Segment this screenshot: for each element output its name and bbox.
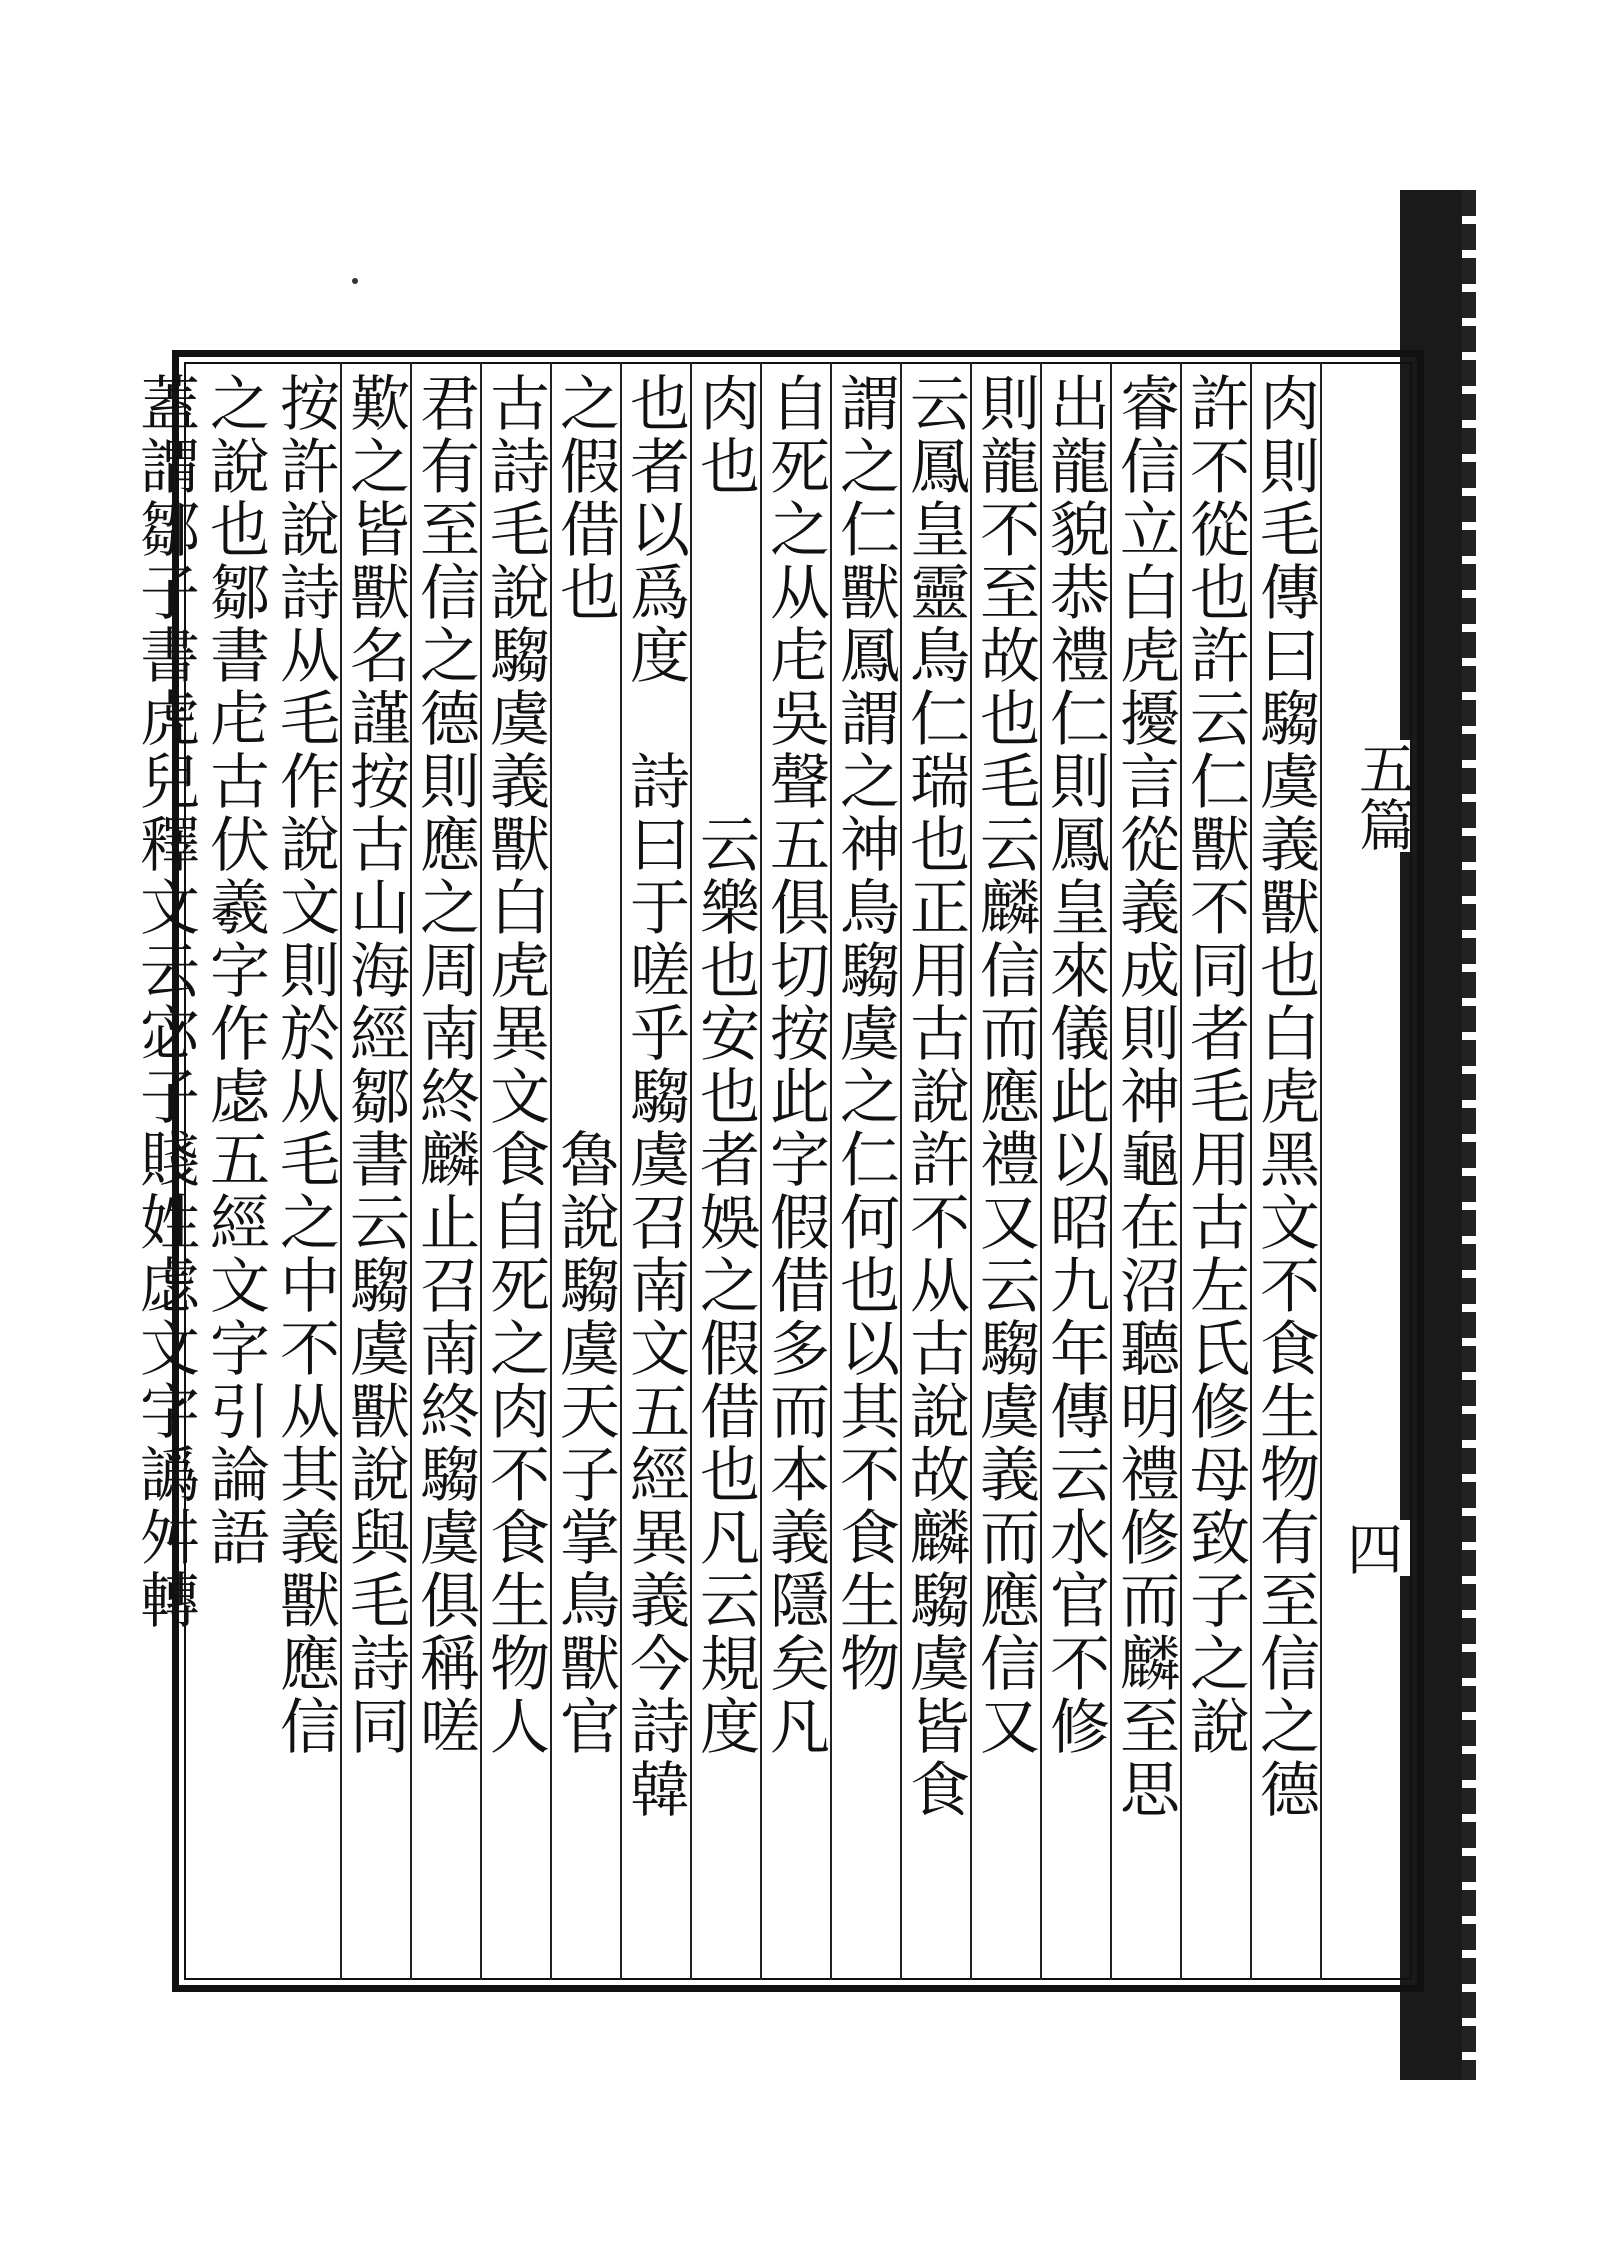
text-column-5: 則龍不至故也毛云麟信而應禮又云騶虞義而應信又 — [970, 372, 1040, 1758]
text-column-4: 出龍貌恭禮仁則鳳皇來儀此以昭九年傳云水官不修 — [1040, 372, 1110, 1758]
text-column-7: 謂之仁獸鳳謂之神鳥騶虞之仁何也以其不食生物 — [830, 372, 900, 1695]
text-column-17: 蓋謂鄒子書虎兒釋文云宓子賤姓虙文字譌舛轉 — [130, 372, 200, 1632]
text-column-2: 許不從也許云仁獸不同者毛用古左氏修母致子之說 — [1180, 372, 1250, 1758]
page-fold-edge-texture — [1462, 190, 1476, 2080]
text-column-14: 歎之皆獸名謹按古山海經鄒書云騶虞獸說與毛詩同 — [340, 372, 410, 1758]
text-column-12: 古詩毛說騶虞義獸白虎異文食自死之肉不食生物人 — [480, 372, 550, 1758]
margin-page-number: 四 — [1350, 1520, 1410, 1576]
margin-title: 五篇 — [1350, 740, 1415, 852]
text-column-9: 肉也 云樂也安也者娛之假借也凡云規度 — [690, 372, 760, 1758]
text-column-15: 按許說詩从毛作說文則於从毛之中不从其義獸應信 — [270, 372, 340, 1758]
text-column-10: 也者以爲度 詩曰于嗟乎騶虞召南文五經異義今詩韓 — [620, 372, 690, 1821]
text-column-8: 自死之从虍吳聲五俱切按此字假借多而本義隱矣凡 — [760, 372, 830, 1758]
text-column-13: 君有至信之德則應之周南終麟止召南終騶虞俱稱嗟 — [410, 372, 480, 1758]
column-rule — [1320, 362, 1322, 1980]
text-column-1: 肉則毛傳曰騶虞義獸也白虎黑文不食生物有至信之德 — [1250, 372, 1320, 1821]
text-column-11: 之假借也 魯說騶虞天子掌鳥獸官 — [550, 372, 620, 1758]
text-column-3: 睿信立白虎擾言從義成則神龜在沼聽明禮修而麟至思 — [1110, 372, 1180, 1821]
text-column-16: 之說也鄒書虍古伏羲字作虙五經文字引論語 — [200, 372, 270, 1569]
text-column-6: 云鳳皇靈鳥仁瑞也正用古說許不从古說故麟騶虞皆食 — [900, 372, 970, 1821]
ink-speck — [352, 278, 358, 284]
